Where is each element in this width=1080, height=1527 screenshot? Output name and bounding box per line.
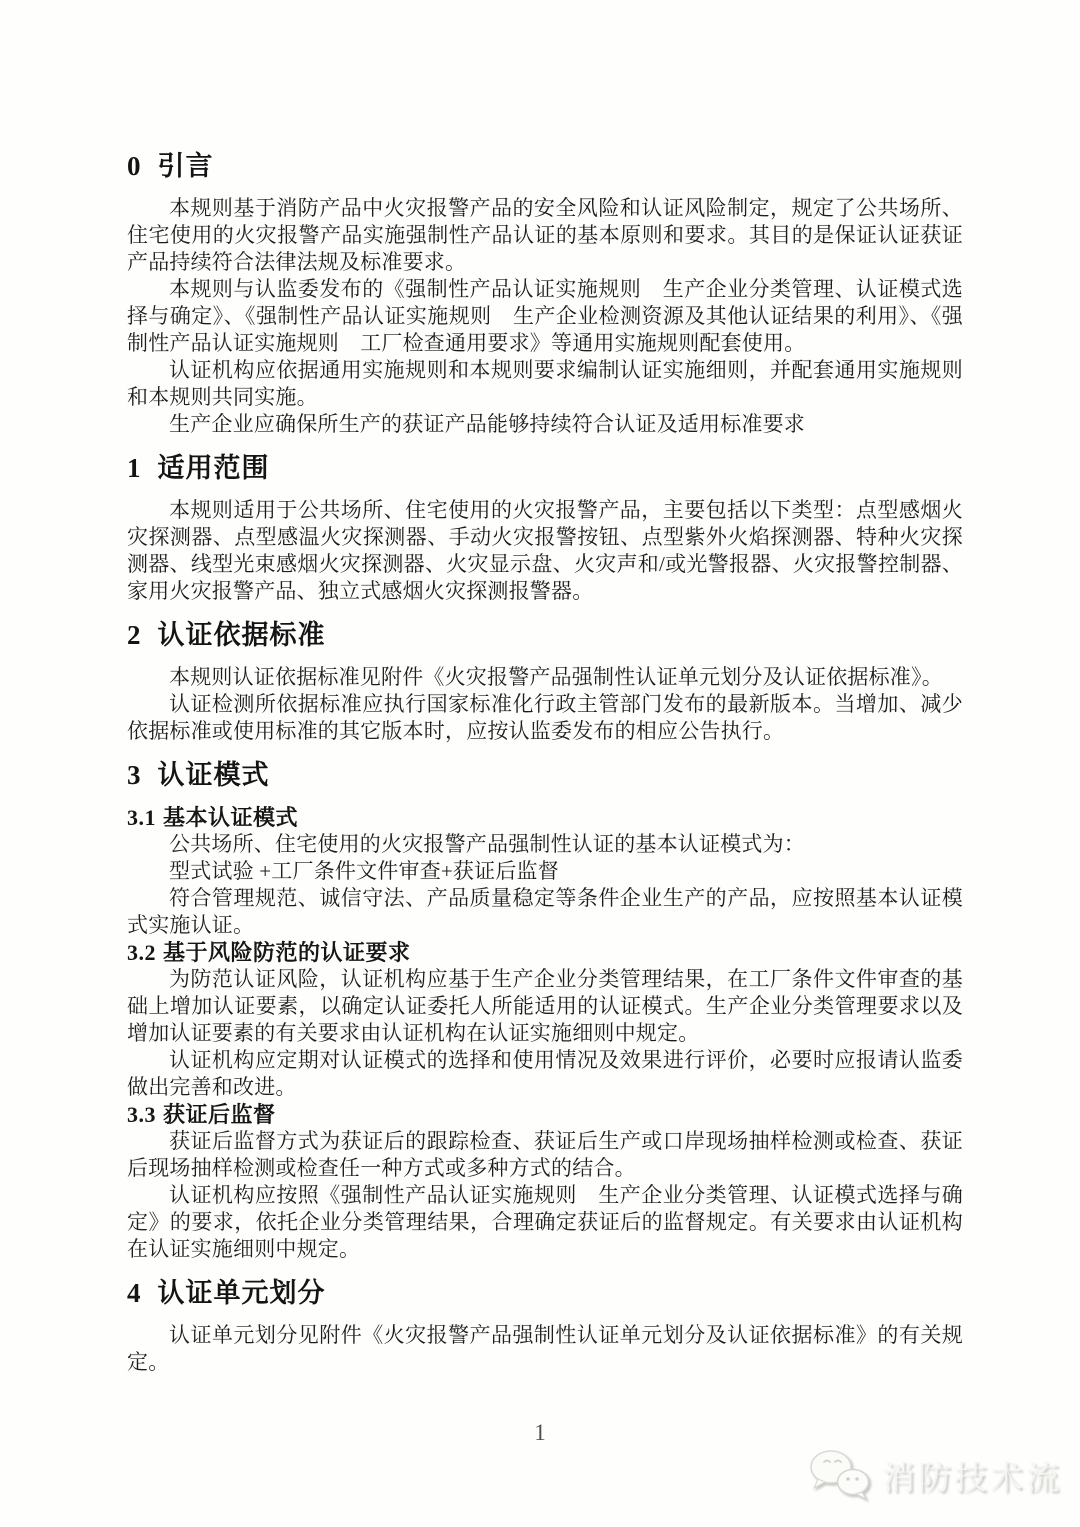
- wechat-icon: [808, 1448, 872, 1502]
- paragraph: 认证单元划分见附件《火灾报警产品强制性认证单元划分及认证依据标准》的有关规定。: [127, 1323, 963, 1374]
- subsection-number: 3.2: [127, 940, 156, 965]
- paragraph: 获证后监督方式为获证后的跟踪检查、获证后生产或口岸现场抽样检测或检查、获证后现场抽样检测或检查任一种方式或多种方式的结合。: [127, 1129, 963, 1180]
- page-number: 1: [534, 1420, 546, 1445]
- subsection-title: 基于风险防范的认证要求: [163, 940, 411, 965]
- section-title: 认证模式: [157, 760, 270, 790]
- paragraph: 型式试验 +工厂条件文件审查+获证后监督: [169, 859, 559, 883]
- section-heading-3: [127, 759, 963, 791]
- subsection-heading-3-1: [127, 804, 963, 831]
- paragraph: 公共场所、住宅使用的火灾报警产品强制性认证的基本认证模式为：: [169, 832, 805, 856]
- watermark: [808, 1448, 1062, 1502]
- section-title: 认证依据标准: [157, 620, 326, 650]
- paragraph: 认证检测所依据标准应执行国家标准化行政主管部门发布的最新版本。当增加、减少依据标准或使用标准的其它版本时，应按认监委发布的相应公告执行。: [127, 692, 963, 743]
- paragraph: 认证机构应定期对认证模式的选择和使用情况及效果进行评价，必要时应报请认监委做出完善和改进。: [127, 1048, 963, 1099]
- subsection-title: 基本认证模式: [163, 805, 299, 830]
- paragraph: 本规则与认监委发布的《强制性产品认证实施规则 生产企业分类管理、认证模式选择与确定》、《强制性产品认证实施规则 生产企业检测资源及其他认证结果的利用》、《强制性产品认证实施规则 工厂检查通用要求》等通用实施规则配套使用。: [127, 277, 963, 355]
- section-number: 1: [127, 453, 142, 483]
- section-number: 3: [127, 760, 142, 790]
- section-number: 2: [127, 620, 142, 650]
- paragraph: 认证机构应依据通用实施规则和本规则要求编制认证实施细则，并配套通用实施规则和本规则共同实施。: [127, 358, 963, 409]
- subsection-number: 3.1: [127, 805, 156, 830]
- subsection-title: 获证后监督: [163, 1102, 276, 1127]
- section-number: 0: [127, 151, 142, 181]
- document-body: [127, 150, 963, 1376]
- subsection-heading-3-3: [127, 1101, 963, 1128]
- paragraph: 本规则基于消防产品中火灾报警产品的安全风险和认证风险制定，规定了公共场所、住宅使用的火灾报警产品实施强制性产品认证的基本原则和要求。其目的是保证认证获证产品持续符合法律法规及标准要求。: [127, 196, 963, 274]
- section-title: 引言: [157, 151, 214, 181]
- paragraph: 认证机构应按照《强制性产品认证实施规则 生产企业分类管理、认证模式选择与确定》的要求，依托企业分类管理结果，合理确定获证后的监督规定。有关要求由认证机构在认证实施细则中规定。: [127, 1183, 963, 1261]
- watermark-label: 消防技术流: [882, 1458, 1062, 1496]
- section-number: 4: [127, 1278, 142, 1308]
- subsection-number: 3.3: [127, 1102, 156, 1127]
- section-title: 认证单元划分: [157, 1278, 326, 1308]
- section-heading-0: [127, 150, 963, 182]
- subsection-heading-3-2: [127, 939, 963, 966]
- paragraph: 本规则适用于公共场所、住宅使用的火灾报警产品，主要包括以下类型：点型感烟火灾探测器、点型感温火灾探测器、手动火灾报警按钮、点型紫外火焰探测器、特种火灾探测器、线型光束感烟火灾探测器、火灾显示盘、火灾声和/或光警报器、火灾报警控制器、家用火灾报警产品、独立式感烟火灾探测报警器。: [127, 498, 963, 603]
- paragraph: 为防范认证风险，认证机构应基于生产企业分类管理结果，在工厂条件文件审查的基础上增加认证要素，以确定认证委托人所能适用的认证模式。生产企业分类管理要求以及增加认证要素的有关要求由认证机构在认证实施细则中规定。: [127, 967, 963, 1045]
- paragraph: 符合管理规范、诚信守法、产品质量稳定等条件企业生产的产品，应按照基本认证模式实施认证。: [127, 886, 963, 937]
- section-heading-1: [127, 452, 963, 484]
- section-heading-4: [127, 1277, 963, 1309]
- section-heading-2: [127, 619, 963, 651]
- section-title: 适用范围: [157, 453, 270, 483]
- paragraph: 生产企业应确保所生产的获证产品能够持续符合认证及适用标准要求: [169, 412, 805, 436]
- paragraph: 本规则认证依据标准见附件《火灾报警产品强制性认证单元划分及认证依据标准》。: [169, 665, 943, 689]
